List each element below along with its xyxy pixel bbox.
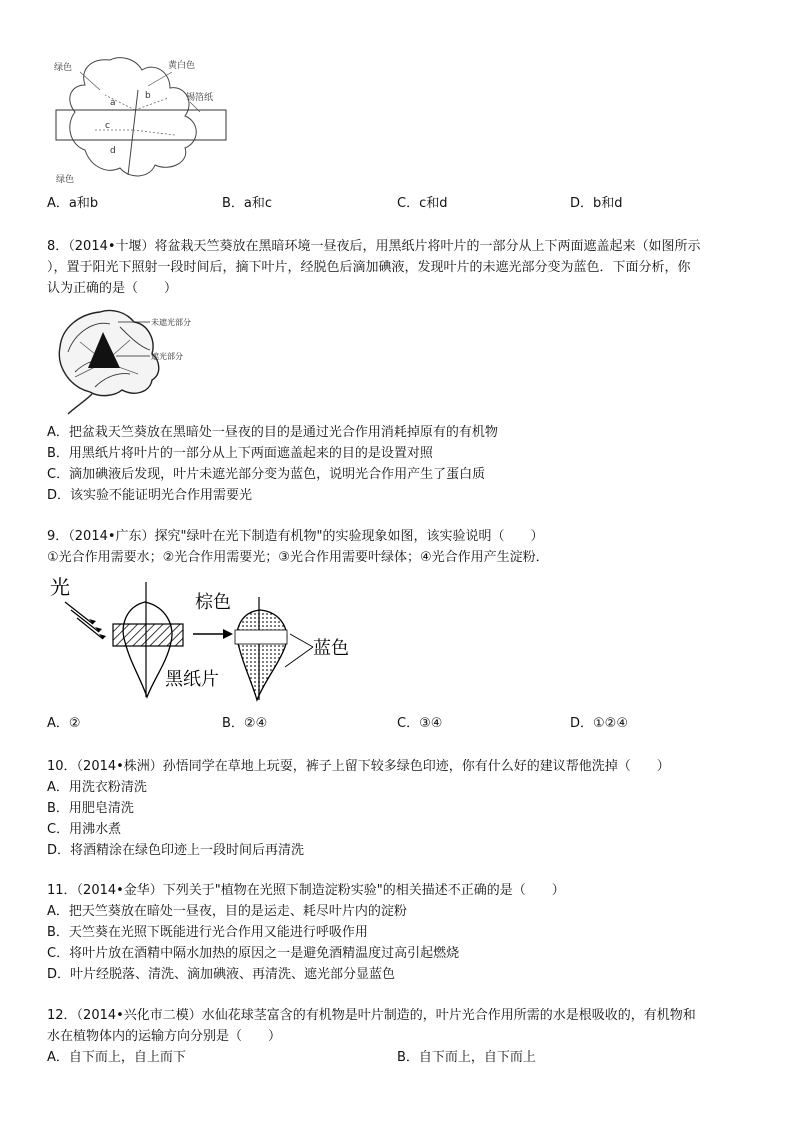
fig7-label-foil: 锡箔纸: [186, 93, 214, 103]
q12-stem-line2: 水在植物体内的运输方向分别是（ ）: [47, 1029, 282, 1044]
svg-text:a: a: [110, 98, 116, 108]
q12-stem-line1: 12．（2014•兴化市二模）水仙花球茎富含的有机物是叶片制造的，叶片光合作用所需的水是根吸收的，有机物和: [47, 1008, 696, 1023]
fig9-brown: 棕色: [195, 592, 231, 613]
q9-stem-line2: ①光合作用需要水；②光合作用需要光；③光合作用需要叶绿体；④光合作用产生淀粉．: [47, 550, 549, 565]
q10-option-b: B．用肥皂清洗: [47, 801, 134, 816]
q12-option-a: A．自下而上，自上而下: [47, 1050, 186, 1065]
q11-option-b: B．天竺葵在光照下既能进行光合作用又能进行呼吸作用: [47, 925, 368, 940]
q7-option-d: D．b和d: [570, 196, 623, 211]
q9-option-c: C．③④: [397, 716, 443, 731]
q11-stem-line1: 11．（2014•金华）下列关于"植物在光照下制造淀粉实验"的相关描述不正确的是（ ）: [47, 883, 565, 898]
fig9-blue: 蓝色: [313, 638, 349, 659]
svg-text:d: d: [110, 146, 116, 156]
q10-stem-line1: 10．（2014•株洲）孙悟同学在草地上玩耍，裤子上留下较多绿色印迹，你有什么好的建议帮他洗掉（ ）: [47, 759, 670, 774]
q8-option-a: A．把盆栽天竺葵放在黑暗处一昼夜的目的是通过光合作用消耗掉原有的有机物: [47, 425, 498, 440]
q8-option-c: C．滴加碘液后发现，叶片未遮光部分变为蓝色，说明光合作用产生了蛋白质: [47, 467, 486, 482]
q10-option-c: C．用沸水煮: [47, 822, 122, 837]
leaf-experiment-figure: [45, 572, 375, 707]
leaf-right: [237, 610, 287, 700]
q9-stem-line1: 9．（2014•广东）探究"绿叶在光下制造有机物"的实验现象如图，该实验说明（ ）: [47, 529, 544, 544]
q10-option-a: A．用洗衣粉清洗: [47, 780, 147, 795]
fig9-paper: 黑纸片: [165, 669, 219, 690]
q9-option-b: B．②④: [222, 716, 268, 731]
black-paper-strip: [113, 624, 183, 646]
leaf-foil-figure: [50, 50, 250, 190]
q9-option-d: D．①②④: [570, 716, 628, 731]
q8-stem-line3: 认为正确的是（ ）: [47, 281, 178, 296]
q9-option-a: A．②: [47, 716, 81, 731]
q11-option-c: C．将叶片放在酒精中隔水加热的原因之一是避免酒精温度过高引起燃烧: [47, 946, 460, 961]
q8-stem-line1: 8．（2014•十堰）将盆栽天竺葵放在黑暗环境一昼夜后，用黑纸片将叶片的一部分从上下两面遮盖起来（如图所示: [47, 239, 701, 254]
leaf-outline: [70, 58, 196, 176]
q12-option-b: B．自下而上，自下而上: [397, 1050, 536, 1065]
fig9-light: 光: [50, 575, 70, 599]
svg-text:b: b: [145, 91, 151, 101]
q8-option-b: B．用黑纸片将叶片的一部分从上下两面遮盖起来的目的是设置对照: [47, 446, 433, 461]
svg-text:c: c: [105, 121, 110, 131]
leaf-shading-figure: [50, 302, 250, 417]
q11-option-d: D．叶片经脱落、清洗、滴加碘液、再清洗、遮光部分显蓝色: [47, 967, 396, 982]
fig7-label-green2: 绿色: [56, 175, 75, 185]
foil-strip: [56, 110, 226, 140]
q7-option-c: C．c和d: [397, 196, 448, 211]
q11-option-a: A．把天竺葵放在暗处一昼夜，目的是运走、耗尽叶片内的淀粉: [47, 904, 407, 919]
q7-option-a: A．a和b: [47, 196, 99, 211]
q8-option-d: D．该实验不能证明光合作用需要光: [47, 488, 253, 503]
fig7-label-yellowwhite: 黄白色: [168, 61, 196, 71]
fig7-label-green: 绿色: [54, 63, 73, 73]
q8-stem-line2: ），置于阳光下照射一段时间后，摘下叶片，经脱色后滴加碘液，发现叶片的未遮光部分变为蓝色．下面分析，你: [47, 260, 691, 275]
q7-option-b: B．a和c: [222, 196, 273, 211]
q10-option-d: D．将酒精涂在绿色印迹上一段时间后再清洗: [47, 843, 305, 858]
fig8-label-shaded: 遮光部分: [151, 352, 183, 361]
fig8-label-unshaded: 未遮光部分: [151, 318, 191, 327]
